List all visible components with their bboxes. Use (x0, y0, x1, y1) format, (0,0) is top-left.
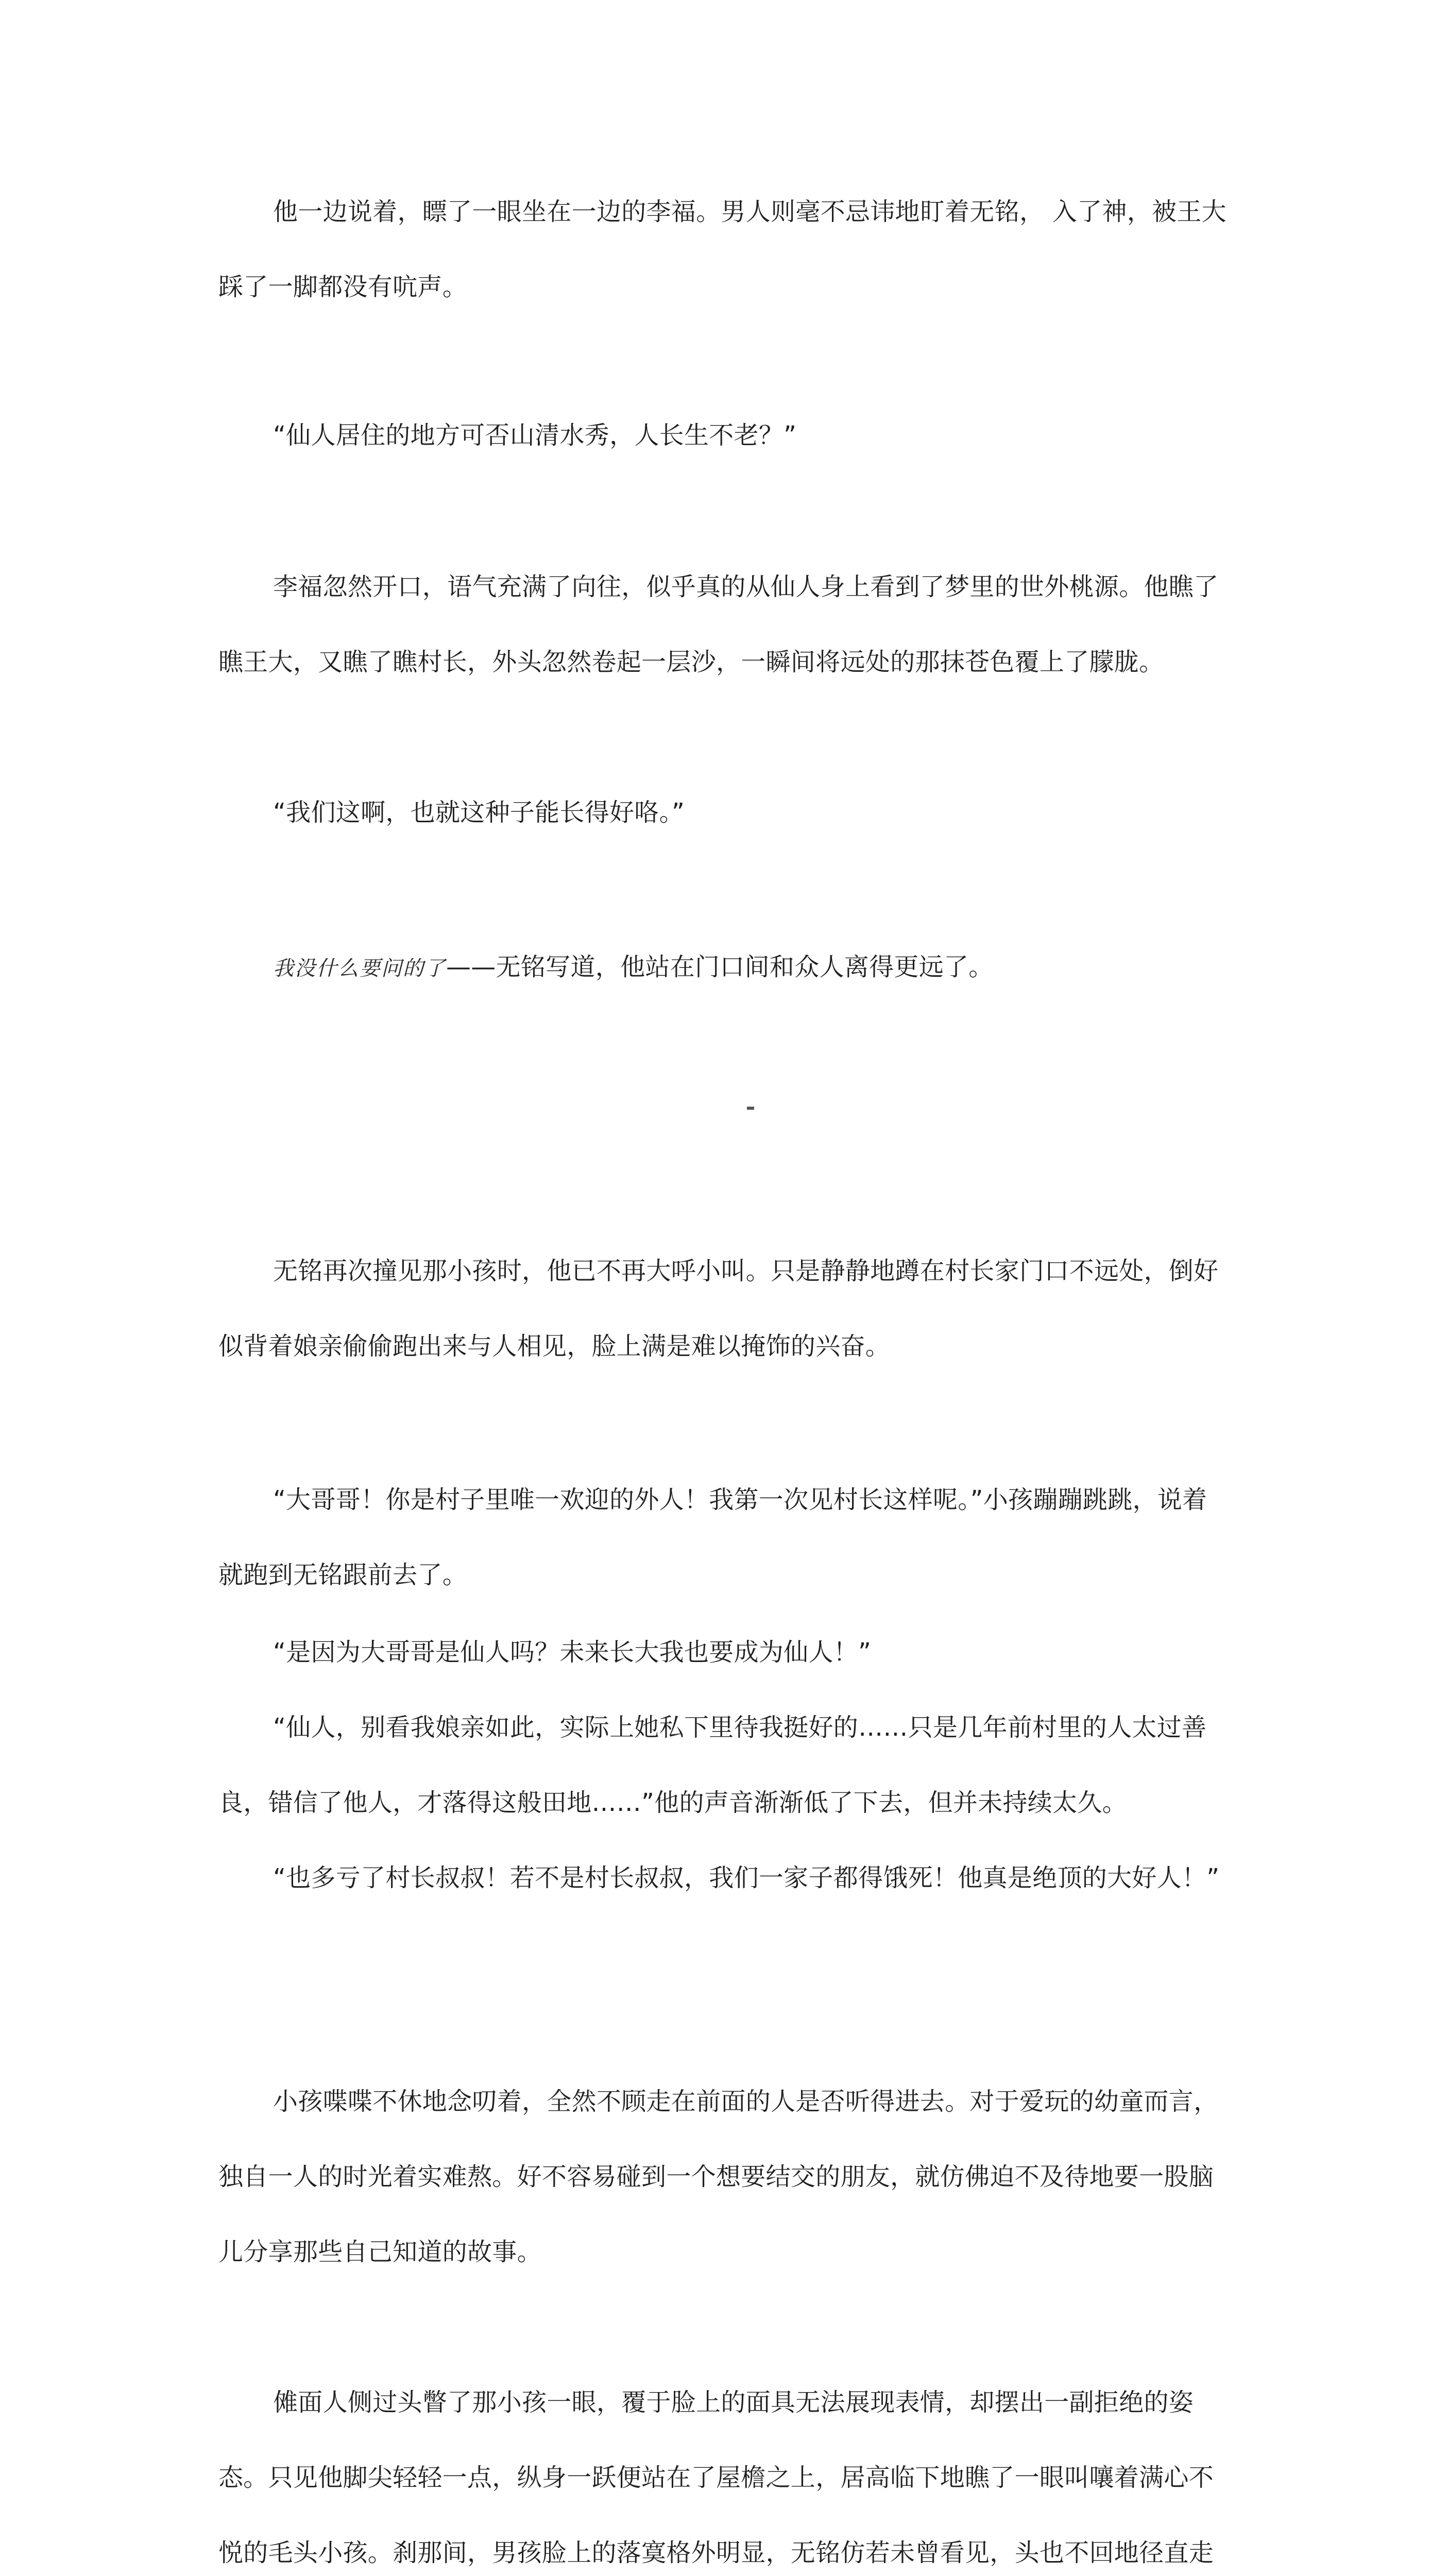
paragraph-7: “大哥哥！你是村子里唯一欢迎的外人！我第一次见村长这样呢。”小孩蹦蹦跳跳，说着就跑到无铭跟前去了。 (218, 1485, 1207, 1589)
paragraph-9: “仙人，别看我娘亲如此，实际上她私下里待我挺好的……只是几年前村里的人太过善良，错信了他人，才落得这般田地……”他的声音渐渐低了下去，但并未持续太久。 (218, 1713, 1207, 1817)
paragraph-12: 傩面人侧过头瞥了那小孩一眼，覆于脸上的面具无法展现表情，却摆出一副拒绝的姿态。只见他脚尖轻轻一点，纵身一跃便站在了屋檐之上，居高临下地瞧了一眼叫嚷着满心不悦的毛头小孩。刹那间，男孩脸上的落寞格外明显，无铭仿若未曾看见，头也不回地径直走 (218, 2388, 1214, 2567)
paragraph-4: “我们这啊，也就这种子能长得好咯。” (273, 798, 685, 827)
handwritten-note: 我没什么要问的了 (273, 957, 446, 980)
paragraph-8: “是因为大哥哥是仙人吗？未来长大我也要成为仙人！” (273, 1638, 872, 1667)
paragraph-10: “也多亏了村长叔叔！若不是村长叔叔，我们一家子都得饿死！他真是绝顶的大好人！” (273, 1863, 1220, 1892)
paragraph-11: 小孩喋喋不休地念叨着，全然不顾走在前面的人是否听得进去。对于爱玩的幼童而言，独自一人的时光着实难熬。好不容易碰到一个想要结交的朋友，就仿佛迫不及待地要一股脑儿分享那些自己知道的故事。 (218, 2087, 1219, 2266)
paragraph-6: 无铭再次撞见那小孩时，他已不再大呼小叫。只是静静地蹲在村长家门口不远处，倒好似背着娘亲偷偷跑出来与人相见，脸上满是难以掩饰的兴奋。 (218, 1257, 1219, 1361)
paragraph-1: 他一边说着，瞟了一眼坐在一边的李福。男人则毫不忌讳地盯着无铭， 入了神，被王大踩了一脚都没有吭声。 (218, 197, 1226, 301)
paragraph-5 (218, 929, 1228, 1006)
section-separator (747, 1107, 754, 1110)
paragraph-2: “仙人居住的地方可否山清水秀，人长生不老？” (273, 421, 797, 450)
paragraph-5-text: ——无铭写道，他站在门口间和众人离得更远了。 (446, 953, 994, 981)
paragraph-3: 李福忽然开口，语气充满了向往，似乎真的从仙人身上看到了梦里的世外桃源。他瞧了瞧王大，又瞧了瞧村长，外头忽然卷起一层沙，一瞬间将远处的那抹苍色覆上了朦胧。 (218, 572, 1219, 676)
